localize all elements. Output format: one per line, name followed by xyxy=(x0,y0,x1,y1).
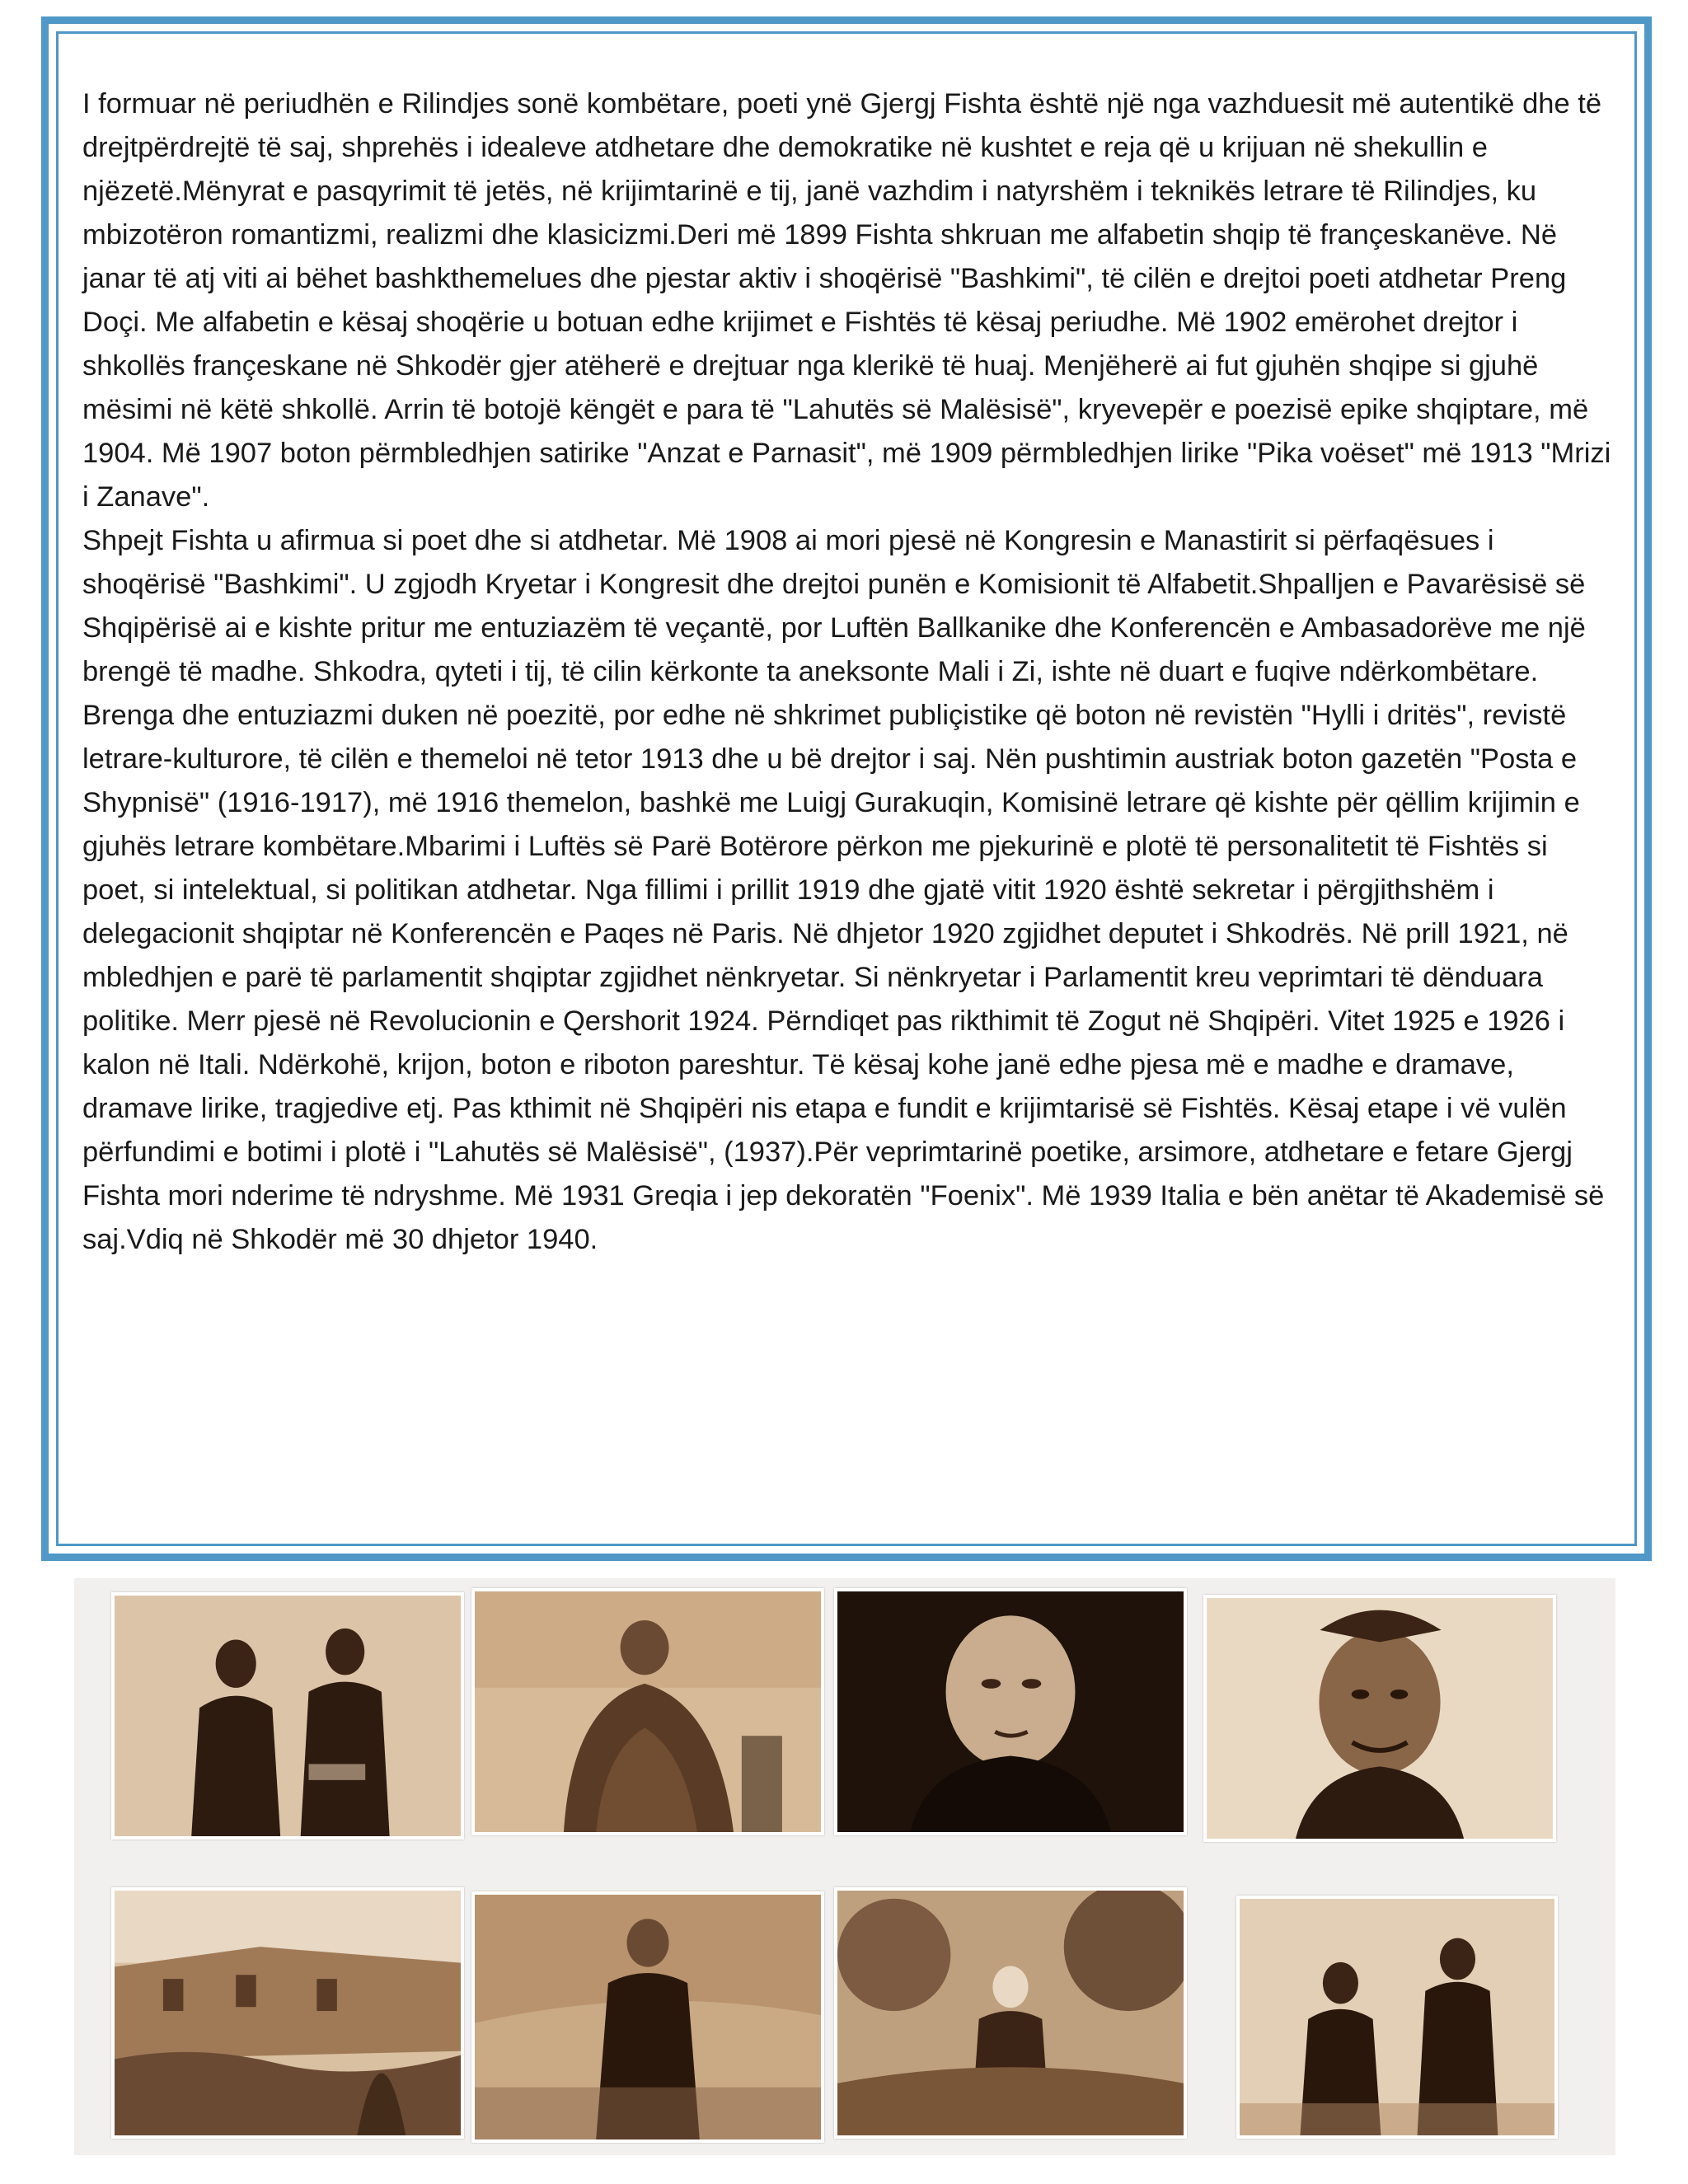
photo-friar-in-garden xyxy=(834,1887,1187,2139)
building-landscape-photo-image xyxy=(115,1891,461,2135)
photo-gallery xyxy=(74,1578,1615,2155)
two-friars-photo-image xyxy=(1240,1899,1554,2135)
photo-standing-friar xyxy=(471,1891,824,2143)
friar-portrait-closeup-photo-image xyxy=(837,1591,1184,1832)
photo-friar-portrait xyxy=(1203,1595,1556,1842)
standing-friar-photo-image xyxy=(475,1895,821,2139)
photo-seated-friar xyxy=(471,1588,824,1835)
biography-text xyxy=(82,82,1615,1262)
paragraph-2: Shpejt Fishta u afirmua si poet dhe si atdhetar. Më 1908 ai mori pjesë në Kongresin e Manastirit si përfaqësues i shoqërisë "Bashkimi". U zgjodh Kryetar i Kongresit dhe drejtoi punën e Komisionit të Alfabetit.Shpalljen e Pavarësisë së Shqipërisë ai e kishte pritur me entuziazëm të veçantë, por Luftën Ballkanike dhe Konferencën e Ambasadorëve me një brengë të madhe. Shkodra, qyteti i tij, të cilin kërkonte ta aneksonte Mali i Zi, ishte në duart e fuqive ndërkombëtare. Brenga dhe entuziazmi duken në poezitë, por edhe në shkrimet publiçistike që boton në revistën "Hylli i dritës", revistë letrare-kulturore, të cilën e themeloi në tetor 1913 dhe u bë drejtor i saj. Nën pushtimin austriak boton gazetën "Posta e Shypnisë" (1916-1917), më 1916 themelon, bashkë me Luigj Gurakuqin, Komisinë letrare që kishte për qëllim krijimin e gjuhës letrare kombëtare.Mbarimi i Luftës së Parë Botërore përkon me pjekurinë e plotë të personalitetit të Fishtës si poet, si intelektual, si politikan atdhetar. Nga fillimi i prillit 1919 dhe gjatë vitit 1920 është sekretar i përgjithshëm i delegacionit shqiptar në Konferencën e Paqes në Paris. Në dhjetor 1920 zgjidhet deputet i Shkodrës. Në prill 1921, në mbledhjen e parë të parlamentit shqiptar zgjidhet nënkryetar. Si nënkryetar i Parlamentit kreu veprimtari të dënduara politike. Merr pjesë në Revolucionin e Qershorit 1924. Përndiqet pas rikthimit të Zogut në Shqipëri. Vitet 1925 e 1926 i kalon në Itali. Ndërkohë, krijon, boton e riboton pareshtur. Të kësaj kohe janë edhe pjesa më e madhe e dramave, dramave lirike, tragjedive etj. Pas kthimit në Shqipëri nis etapa e fundit e krijimtarisë së Fishtës. Kësaj etape i vë vulën përfundimi e botimi i plotë i "Lahutës së Malësisë", (1937).Për veprimtarinë poetike, arsimore, atdhetare e fetare Gjergj Fishta mori nderime të ndryshme. Më 1931 Greqia i jep dekoratën "Foenix". Më 1939 Italia e bën anëtar të Akademisë së saj.Vdiq në Shkodër më 30 dhjetor 1940. xyxy=(82,525,1605,1255)
paragraph-1: I formuar në periudhën e Rilindjes sonë kombëtare, poeti ynë Gjergj Fishta është një nga vazhduesit më autentikë dhe të drejtpërdrejtë të saj, shprehës i idealeve atdhetare dhe demokratike në kushtet e reja që u krijuan në shekullin e njëzetë.Mënyrat e pasqyrimit të jetës, në krijimtarinë e tij, janë vazhdim i natyrshëm i teknikës letrare të Rilindjes, ku mbizotëron romantizmi, realizmi dhe klasicizmi.Deri më 1899 Fishta shkruan me alfabetin shqip të françeskanëve. Në janar të atj viti ai bëhet bashkthemelues dhe pjestar aktiv i shoqërisë "Bashkimi", të cilën e drejtoi poeti atdhetar Preng Doçi. Me alfabetin e kësaj shoqërie u botuan edhe krijimet e Fishtës të kësaj periudhe. Më 1902 emërohet drejtor i shkollës françeskane në Shkodër gjer atëherë e drejtuar nga klerikë të huaj. Menjëherë ai fut gjuhën shqipe si gjuhë mësimi në këtë shkollë. Arrin të botojë këngët e para të "Lahutës së Malësisë", kryevepër e poezisë epike shqiptare, më 1904. Më 1907 boton përmbledhjen satirike "Anzat e Parnasit", më 1909 përmbledhjen lirike "Pika voëset" më 1913 "Mrizi i Zanave". xyxy=(82,88,1611,513)
photo-building-landscape xyxy=(111,1887,464,2139)
seated-friar-photo-image xyxy=(475,1591,821,1832)
friar-in-garden-photo-image xyxy=(837,1891,1184,2135)
two-seated-men-photo-image xyxy=(115,1596,461,1836)
photo-friar-portrait-closeup xyxy=(834,1588,1187,1835)
photo-two-friars xyxy=(1236,1896,1558,2139)
friar-portrait-photo-image xyxy=(1207,1598,1553,1839)
photo-two-seated-men xyxy=(111,1592,464,1840)
